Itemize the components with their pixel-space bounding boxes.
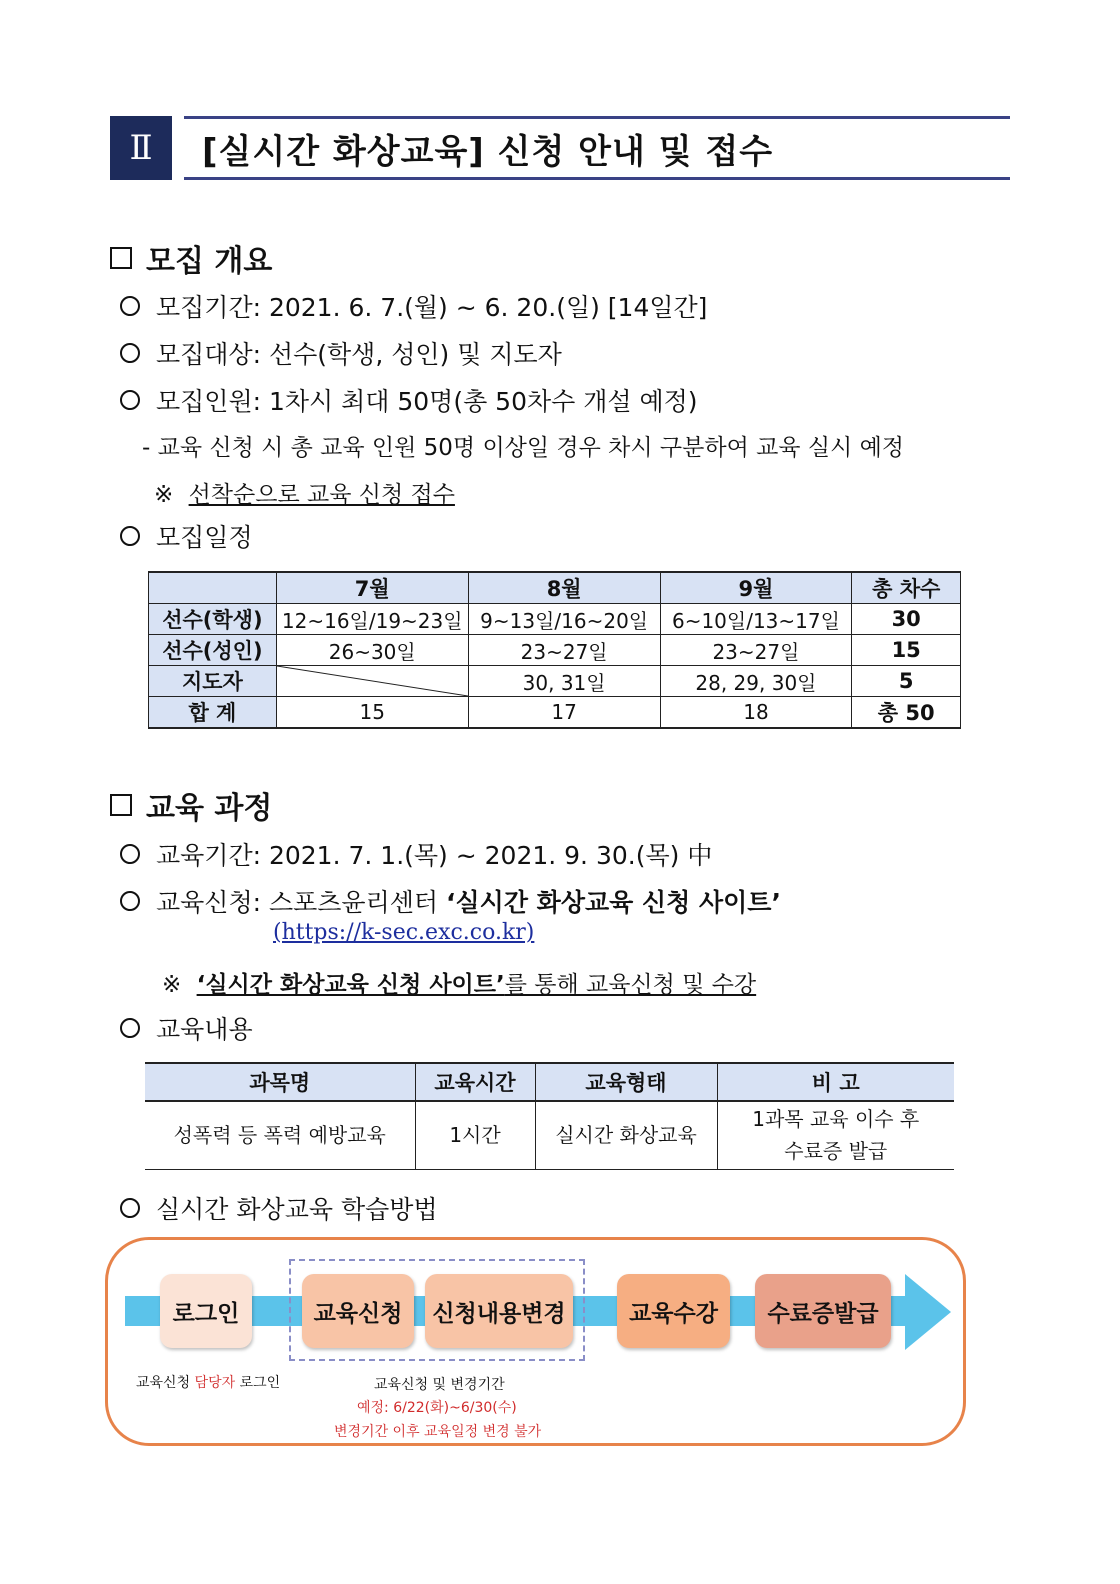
table-header-row — [145, 1063, 954, 1101]
table-row — [149, 697, 961, 729]
step-login: 로그인 — [160, 1274, 252, 1348]
square-bullet-icon — [110, 247, 132, 269]
table-cell: 26~30일 — [276, 635, 468, 666]
schedule-label-text: 모집일정 — [156, 523, 253, 552]
login-note — [136, 1372, 280, 1392]
change-period-note: 교육신청 및 변경기간 — [374, 1377, 505, 1393]
total-cell: 총 50 — [852, 697, 961, 729]
table-header-cell: 교육형태 — [535, 1063, 717, 1101]
row-label: 선수(성인) — [149, 635, 277, 666]
recruit-target — [120, 335, 562, 371]
recruit-capacity — [120, 382, 698, 418]
circle-bullet-icon — [120, 390, 140, 410]
course-heading — [110, 783, 272, 827]
course-apply-text: 교육신청: 스포츠윤리센터 — [156, 888, 439, 917]
circle-bullet-icon — [120, 343, 140, 363]
section-header — [110, 116, 1010, 182]
table-header-cell: 총 차수 — [852, 572, 961, 604]
table-cell: 23~27일 — [468, 635, 660, 666]
change-warning-note: 변경기간 이후 교육일정 변경 불가 — [334, 1424, 542, 1440]
method-label — [120, 1190, 438, 1226]
apply-site-name: ‘실시간 화상교육 신청 사이트’ — [446, 888, 781, 917]
table-header-cell: 교육시간 — [415, 1063, 535, 1101]
course-period-text: 교육기간: 2021. 7. 1.(목) ~ 2021. 9. 30.(목) 中 — [156, 841, 713, 870]
site-note-text: 를 통해 교육신청 및 수강 — [504, 972, 757, 998]
title-rule-bottom — [184, 177, 1010, 180]
empty-diagonal-cell — [276, 666, 468, 697]
apply-site-link[interactable]: (https://k-sec.exc.co.kr) — [273, 920, 535, 945]
total-cell: 15 — [852, 635, 961, 666]
table-header-cell: 비 고 — [717, 1063, 954, 1101]
change-dates-note: 예정: 6/22(화)~6/30(수) — [357, 1400, 517, 1416]
schedule-table — [148, 571, 961, 729]
table-cell: 30, 31일 — [468, 666, 660, 697]
step-change: 신청내용변경 — [425, 1274, 573, 1348]
note-mark: ※ — [162, 972, 182, 998]
recruit-period-text: 모집기간: 2021. 6. 7.(월) ~ 6. 20.(일) [14일간] — [156, 293, 708, 322]
login-note-text: 로그인 — [235, 1375, 281, 1391]
table-cell: 6~10일/13~17일 — [660, 604, 852, 635]
course-content-label — [120, 1010, 253, 1046]
capacity-note: - 교육 신청 시 총 교육 인원 50명 이상일 경우 차시 구분하여 교육 실시 예정 — [142, 435, 905, 461]
note-line: 수료증 발급 — [784, 1139, 888, 1164]
step-study: 교육수강 — [617, 1274, 730, 1348]
recruit-target-text: 모집대상: 선수(학생, 성인) 및 지도자 — [156, 340, 562, 369]
table-row — [149, 666, 961, 697]
table-header-cell: 9월 — [660, 572, 852, 604]
circle-bullet-icon — [120, 844, 140, 864]
table-cell: 15 — [276, 697, 468, 729]
title-rule-top — [184, 116, 1010, 119]
table-cell: 18 — [660, 697, 852, 729]
table-header-cell: 과목명 — [145, 1063, 415, 1101]
course-content-label-text: 교육내용 — [156, 1015, 253, 1044]
login-note-text: 교육신청 — [136, 1375, 195, 1391]
section-numeral: Ⅱ — [110, 116, 172, 180]
note-cell — [717, 1101, 954, 1169]
circle-bullet-icon — [120, 526, 140, 546]
course-table — [145, 1062, 954, 1170]
section-title: [실시간 화상교육] 신청 안내 및 접수 — [202, 132, 774, 172]
circle-bullet-icon — [120, 1018, 140, 1038]
course-period — [120, 836, 712, 872]
circle-bullet-icon — [120, 891, 140, 911]
table-row — [149, 604, 961, 635]
table-cell: 12~16일/19~23일 — [276, 604, 468, 635]
square-bullet-icon — [110, 794, 132, 816]
step-certificate: 수료증발급 — [755, 1274, 891, 1348]
table-header-cell: 7월 — [276, 572, 468, 604]
total-cell: 5 — [852, 666, 961, 697]
table-cell: 28, 29, 30일 — [660, 666, 852, 697]
recruit-period — [120, 288, 707, 324]
circle-bullet-icon — [120, 296, 140, 316]
course-heading-text: 교육 과정 — [146, 791, 273, 826]
note-mark: ※ — [154, 482, 174, 508]
course-apply — [120, 883, 781, 919]
table-row — [145, 1101, 954, 1169]
note-line: 1과목 교육 이수 후 — [752, 1107, 920, 1132]
table-cell: 성폭력 등 폭력 예방교육 — [145, 1101, 415, 1169]
site-note-bold: ‘실시간 화상교육 신청 사이트’ — [196, 972, 505, 998]
recruit-heading — [110, 236, 272, 280]
login-note-highlight: 담당자 — [194, 1375, 236, 1391]
recruit-capacity-text: 모집인원: 1차시 최대 50명(총 50차수 개설 예정) — [156, 387, 698, 416]
site-note — [162, 966, 756, 999]
table-cell: 1시간 — [415, 1101, 535, 1169]
table-header-row — [149, 572, 961, 604]
circle-bullet-icon — [120, 1198, 140, 1218]
table-row — [149, 635, 961, 666]
schedule-label — [120, 518, 253, 554]
table-header-cell — [149, 572, 277, 604]
first-come-text: 선착순으로 교육 신청 접수 — [188, 482, 455, 508]
arrow-right-icon — [905, 1274, 951, 1350]
row-label: 선수(학생) — [149, 604, 277, 635]
step-apply: 교육신청 — [302, 1274, 414, 1348]
table-cell: 9~13일/16~20일 — [468, 604, 660, 635]
recruit-heading-text: 모집 개요 — [146, 244, 273, 279]
first-come-note — [154, 476, 455, 509]
table-cell: 23~27일 — [660, 635, 852, 666]
diagonal-line — [277, 666, 468, 696]
row-label: 합 계 — [149, 697, 277, 729]
table-cell: 실시간 화상교육 — [535, 1101, 717, 1169]
table-header-cell: 8월 — [468, 572, 660, 604]
table-cell: 17 — [468, 697, 660, 729]
total-cell: 30 — [852, 604, 961, 635]
row-label: 지도자 — [149, 666, 277, 697]
method-label-text: 실시간 화상교육 학습방법 — [156, 1195, 438, 1224]
